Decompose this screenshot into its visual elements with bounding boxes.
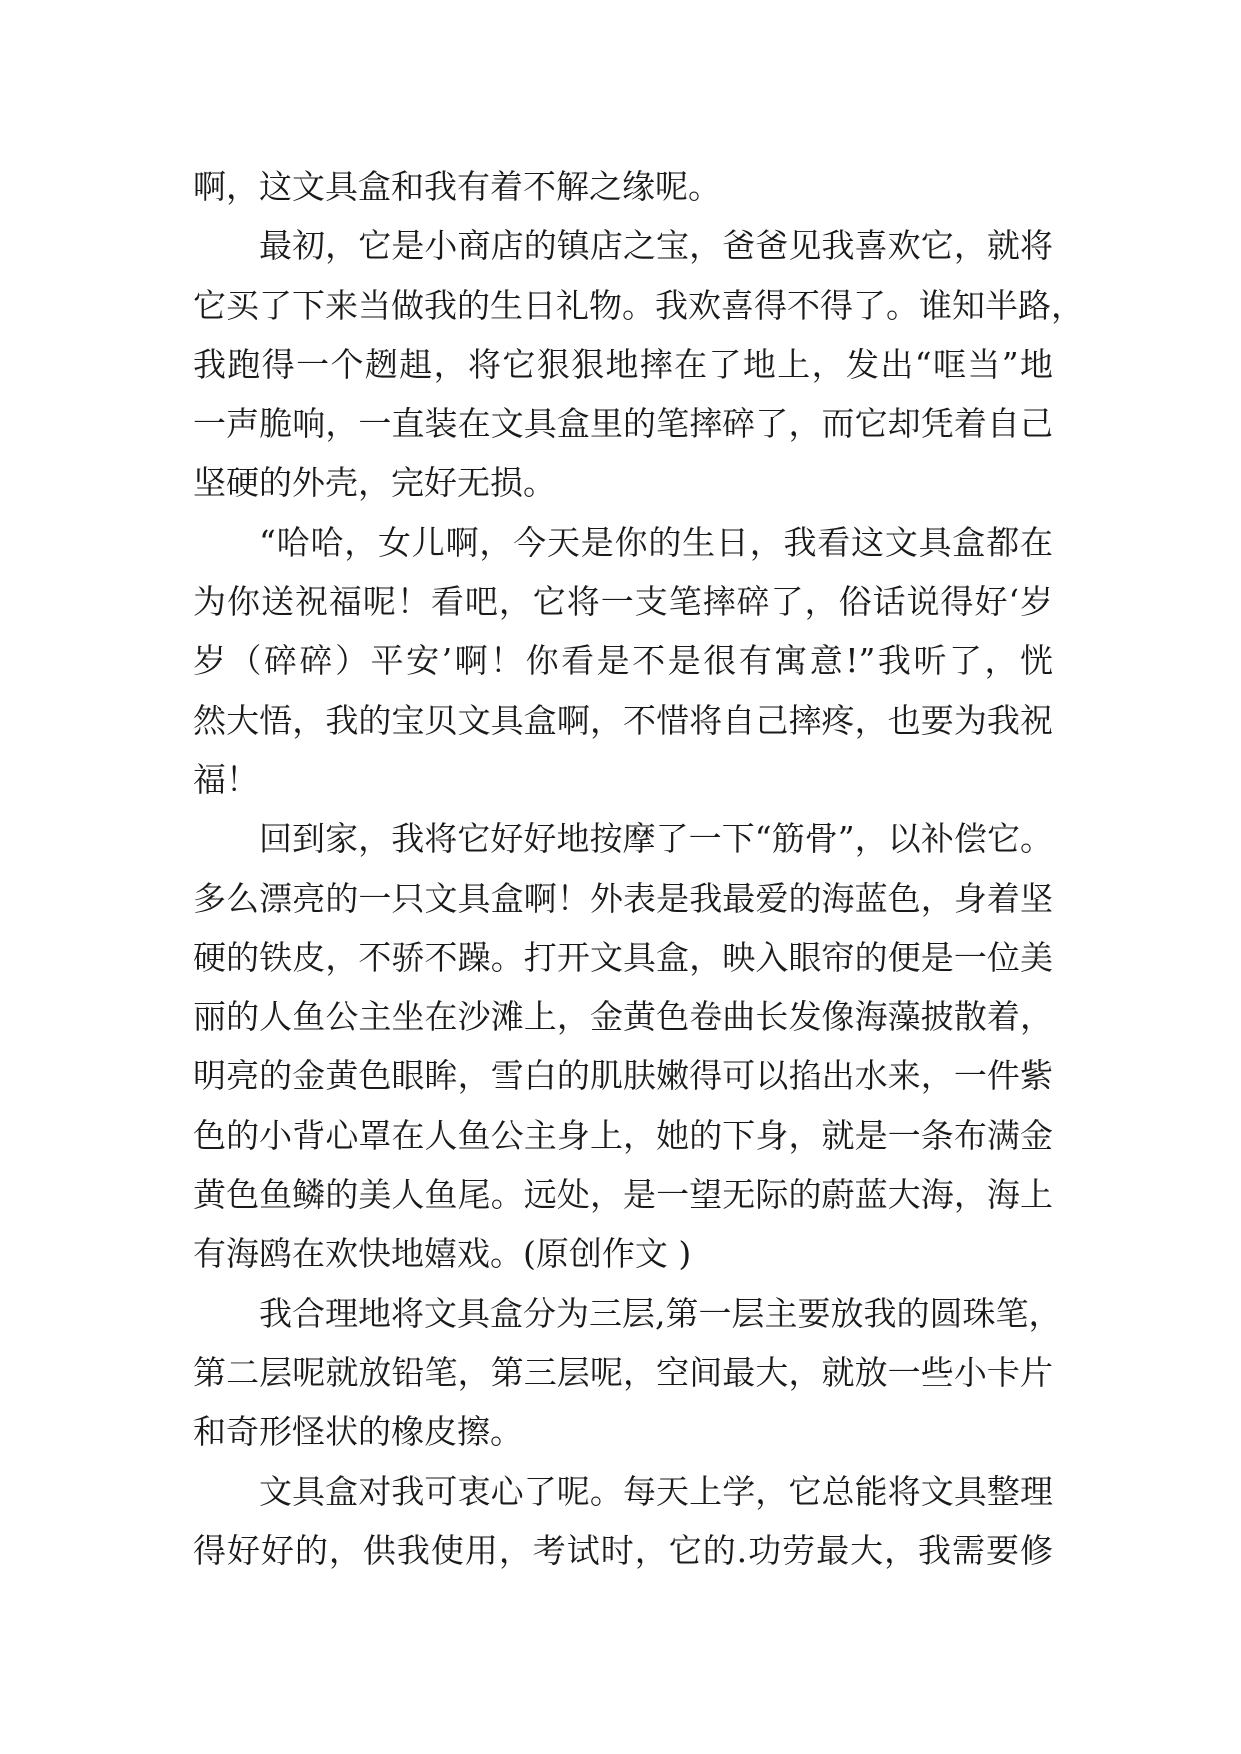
text-line: 色的小背心罩在人鱼公主身上，她的下身，就是一条布满金 [193,1115,1053,1155]
essay-body [193,157,1084,1580]
text-line: 黄色鱼鳞的美人鱼尾。远处，是一望无际的蔚蓝大海，海上 [193,1175,1053,1215]
text-line: “哈哈，女儿啊，今天是你的生日，我看这文具盒都在 [259,522,1053,562]
text-line: 文具盒对我可衷心了呢。每天上学，它总能将文具整理 [259,1471,1053,1511]
text-line: 岁（碎碎）平安’啊！你看是不是很有寓意!”我听了，恍 [193,641,1053,681]
text-line: 第二层呢就放铅笔，第三层呢，空间最大，就放一些小卡片 [193,1352,1053,1392]
text-line: 硬的铁皮，不骄不躁。打开文具盒，映入眼帘的便是一位美 [193,937,1053,977]
text-line: 得好好的，供我使用，考试时，它的.功劳最大，我需要修 [193,1530,1053,1570]
text-line: 我合理地将文具盒分为三层,第一层主要放我的圆珠笔， [259,1293,1062,1333]
text-line: 啊，这文具盒和我有着不解之缘呢。 [193,167,721,206]
text-line: 最初，它是小商店的镇店之宝，爸爸见我喜欢它，就将 [259,226,1053,266]
text-line: 福！ [193,759,259,799]
text-line: 丽的人鱼公主坐在沙滩上，金黄色卷曲长发像海藻披散着， [193,997,1053,1037]
text-line: 多么漂亮的一只文具盒啊！外表是我最爱的海蓝色，身着坚 [193,878,1053,918]
text-line: 一声脆响，一直装在文具盒里的笔摔碎了，而它却凭着自己 [193,404,1053,444]
text-line: 明亮的金黄色眼眸，雪白的肌肤嫩得可以掐出水来，一件紫 [193,1056,1053,1096]
text-line: 有海鸥在欢快地嬉戏。(原创作文 ) [193,1234,692,1274]
text-line: 为你送祝福呢！看吧，它将一支笔摔碎了，俗话说得好‘岁 [193,582,1053,622]
text-line: 和奇形怪状的橡皮擦。 [193,1412,523,1452]
text-line: 它买了下来当做我的生日礼物。我欢喜得不得了。谁知半路， [193,285,1084,325]
text-line: 坚硬的外壳，完好无损。 [193,463,556,503]
text-line: 然大悟，我的宝贝文具盒啊，不惜将自己摔疼，也要为我祝 [193,700,1053,740]
text-line: 我跑得一个趔趄，将它狠狠地摔在了地上，发出“哐当”地 [193,344,1053,384]
text-line: 回到家，我将它好好地按摩了一下“筋骨”，以补偿它。 [259,819,1053,859]
